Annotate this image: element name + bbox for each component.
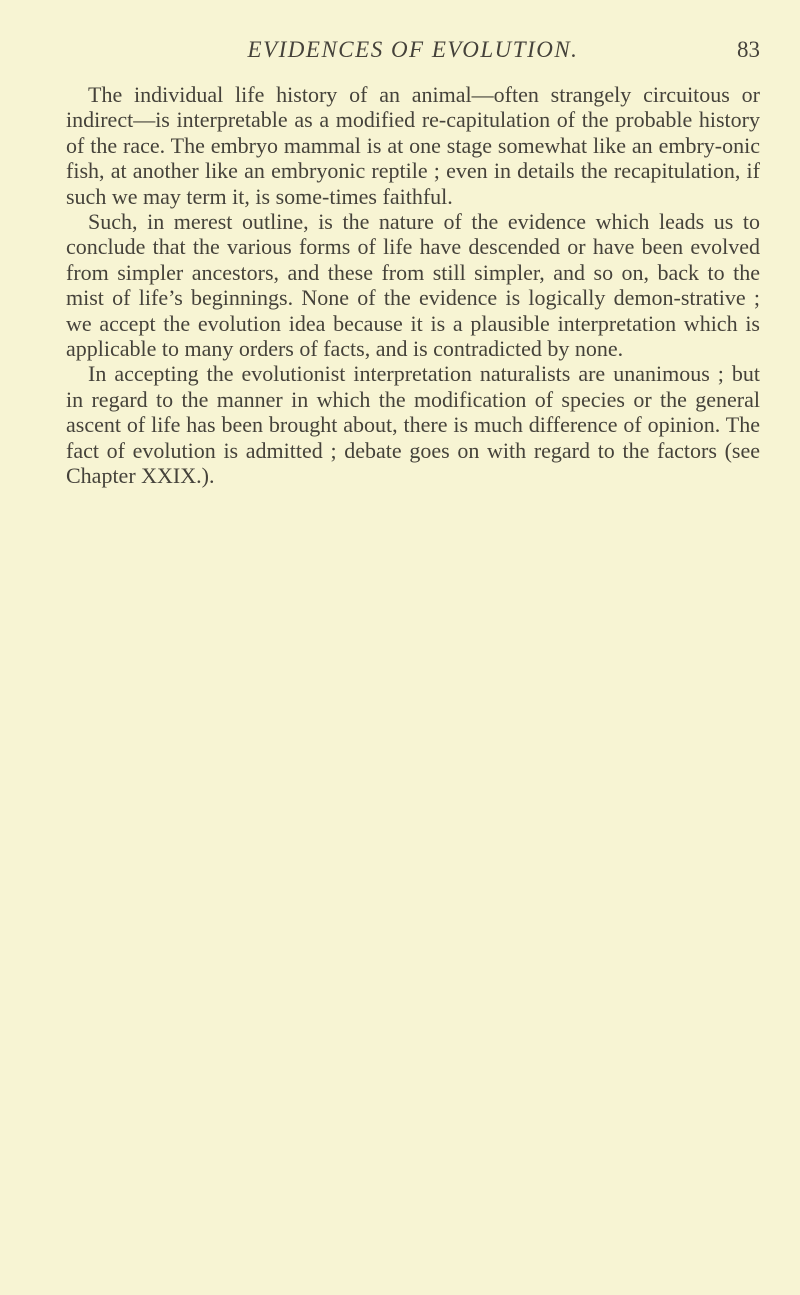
page-number: 83 bbox=[737, 37, 760, 62]
paragraph-evidence-outline: Such, in merest outline, is the nature of the evidence which leads us to conclude that the various forms of life have descended or have been evolved from simpler ancestors, and these from still simpler, and so on, back to the mist of life’s beginnings. None of the evidence is logically demon-strative ; we accept the evolution idea because it is a plausible interpretation which is applicable to many orders of facts, and is contradicted by none. bbox=[66, 209, 760, 362]
body-text bbox=[66, 82, 760, 489]
running-head bbox=[66, 30, 760, 70]
paragraph-recapitulation: The individual life history of an animal—often strangely circuitous or indirect—is interpretable as a modified re-capitulation of the probable history of the race. The embryo mammal is at one stage somewhat like an embry-onic fish, at another like an embryonic reptile ; even in details the recapitulation, if such we may term it, is some-times faithful. bbox=[66, 82, 760, 209]
paragraph-factors-debate: In accepting the evolutionist interpretation naturalists are unanimous ; but in regard to the manner in which the modification of species or the general ascent of life has been brought about, there is much difference of opinion. The fact of evolution is admitted ; debate goes on with regard to the factors (see Chapter XXIX.). bbox=[66, 361, 760, 489]
running-title: EVIDENCES OF EVOLUTION. bbox=[247, 37, 579, 62]
